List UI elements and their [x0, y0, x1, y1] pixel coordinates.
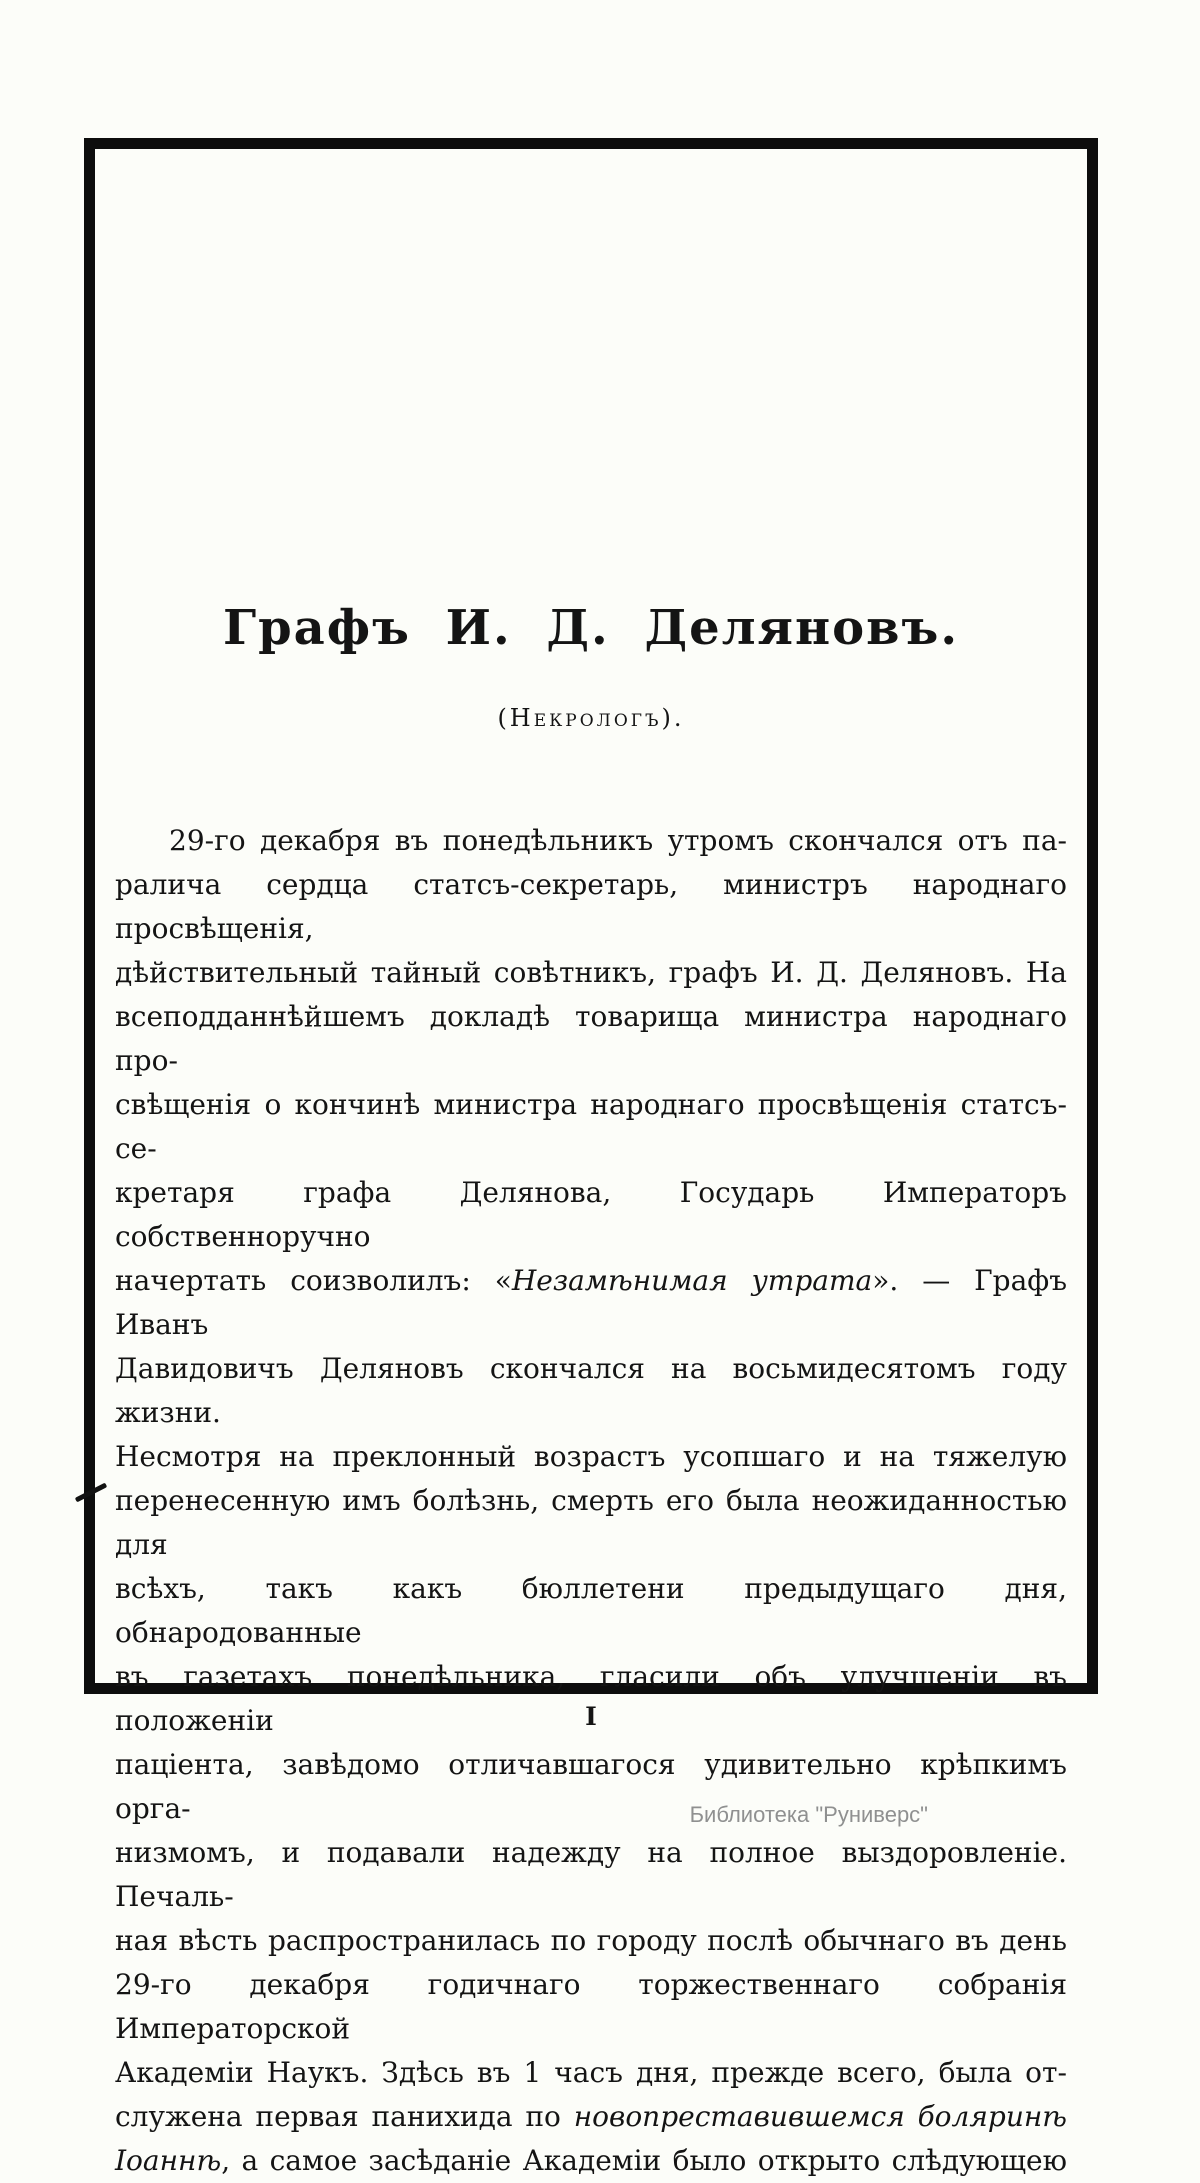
text-line: [115, 1083, 1067, 1171]
text-segment: ралича сердца статсъ-секретарь, министръ народнаго просвѣщенія,: [115, 868, 1067, 945]
text-segment: свѣщенія о кончинѣ министра народнаго просвѣщенія статсъ-се-: [115, 1088, 1067, 1165]
text-segment: Давидовичъ Деляновъ скончался на восьмидесятомъ году жизни.: [115, 1352, 1067, 1429]
text-line: [115, 995, 1067, 1083]
text-segment: начертать соизволилъ: «: [115, 1264, 512, 1297]
text-segment: , а самое засѣданіе Академіи было открыто слѣдующею: [221, 2144, 1067, 2177]
article-title: Графъ И. Д. Деляновъ.: [222, 600, 960, 656]
text-segment: Академіи Наукъ. Здѣсь въ 1 часъ дня, прежде всего, была от-: [115, 2056, 1067, 2089]
text-line: [115, 1259, 1067, 1347]
italic-phrase: Іоаннѣ: [115, 2144, 222, 2177]
text-segment: кретаря графа Делянова, Государь Императоръ собственноручно: [115, 1176, 1067, 1253]
italic-phrase: Незамѣнимая утрата: [511, 1264, 873, 1297]
text-line: [115, 2095, 1067, 2139]
text-segment: дѣйствительный тайный совѣтникъ, графъ И. Д. Деляновъ. На: [115, 956, 1067, 989]
italic-phrase: новопреставившемся боляринѣ: [573, 2100, 1068, 2133]
text-segment: всеподданнѣйшемъ докладѣ товарища министра народнаго про-: [115, 1000, 1067, 1077]
text-line: [115, 1919, 1067, 1963]
article-body: [115, 819, 1067, 2183]
text-line: [115, 1567, 1067, 1655]
text-line: [115, 1831, 1067, 1919]
text-line: [115, 951, 1067, 995]
text-segment: низмомъ, и подавали надежду на полное выздоровленіе. Печаль-: [115, 1836, 1067, 1913]
text-line: [115, 2051, 1067, 2095]
article-subtitle: (Некрологъ).: [497, 704, 685, 732]
text-line: [115, 1347, 1067, 1435]
text-line: [115, 1435, 1067, 1479]
text-line: [115, 1479, 1067, 1567]
text-line: [115, 863, 1067, 951]
text-segment: 29-го декабря годичнаго торжественнаго собранія Императорской: [115, 1968, 1067, 2045]
text-line: [115, 819, 1067, 863]
text-segment: паціента, завѣдомо отличавшагося удивительно крѣпкимъ орга-: [115, 1748, 1067, 1825]
text-line: [115, 2139, 1067, 2183]
library-watermark: Библиотека "Руниверс": [689, 1802, 928, 1827]
text-segment: служена первая панихида по: [115, 2100, 574, 2133]
text-line: [115, 1171, 1067, 1259]
text-segment: 29-го декабря въ понедѣльникъ утромъ скончался отъ па-: [169, 824, 1067, 857]
text-segment: всѣхъ, такъ какъ бюллетени предыдущаго дня, обнародованные: [115, 1572, 1067, 1649]
text-segment: ». — Графъ Иванъ: [115, 1264, 1068, 1341]
text-segment: ная вѣсть распространилась по городу послѣ обычнаго въ день: [115, 1924, 1067, 1957]
page-number: I: [585, 1702, 597, 1731]
text-segment: Несмотря на преклонный возрастъ усопшаго и на тяжелую: [115, 1440, 1067, 1473]
text-line: [115, 1963, 1067, 2051]
text-segment: въ газетахъ понедѣльника, гласили объ улучшеніи въ положеніи: [115, 1660, 1067, 1737]
text-segment: перенесенную имъ болѣзнь, смерть его была неожиданностью для: [115, 1484, 1067, 1561]
